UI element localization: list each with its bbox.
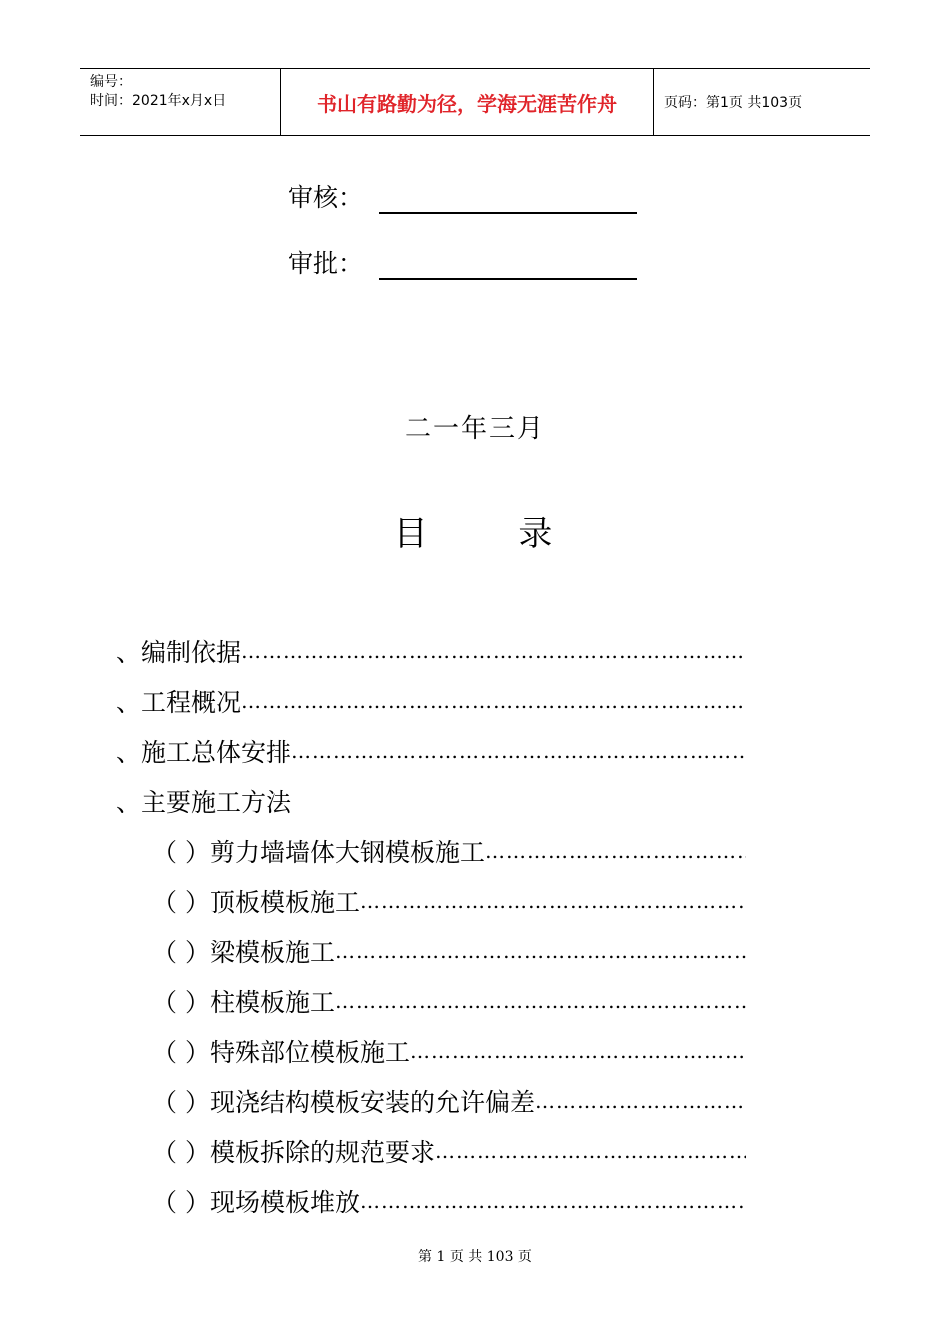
- document-date: 二一年三月: [404, 414, 545, 444]
- page-footer: 第 1 页 共 103 页: [418, 1249, 532, 1265]
- toc-entry[interactable]: [116, 1026, 746, 1076]
- toc-leader-dots: [241, 689, 746, 713]
- toc-entry-label: （ ）现场模板堆放: [152, 1188, 360, 1217]
- toc-entry[interactable]: [116, 726, 746, 776]
- toc-leader-dots: [335, 939, 746, 963]
- header-meta-cell: [80, 69, 281, 135]
- toc-leader-dots: [410, 1039, 746, 1063]
- toc-entry[interactable]: [116, 626, 746, 676]
- toc-entry[interactable]: [116, 876, 746, 926]
- toc-entry[interactable]: [116, 1176, 746, 1226]
- toc-entry-label: （ ）顶板模板施工: [152, 888, 360, 917]
- toc-title: 目 录: [393, 514, 593, 554]
- header-motto: 书山有路勤为径，学海无涯苦作舟: [281, 69, 654, 135]
- toc-entry-label: （ ）特殊部位模板施工: [152, 1038, 410, 1067]
- toc-entry-label: 、施工总体安排: [116, 738, 292, 767]
- page-header: [80, 68, 870, 136]
- toc-entry-label: （ ）柱模板施工: [152, 988, 335, 1017]
- toc-entry[interactable]: [116, 1126, 746, 1176]
- approve-row: [288, 244, 637, 280]
- toc-leader-dots: [360, 889, 746, 913]
- toc-entry-label: 、主要施工方法: [116, 788, 292, 817]
- toc-leader-dots: [360, 1189, 746, 1213]
- review-row: [288, 178, 637, 214]
- toc-entry-label: （ ）梁模板施工: [152, 938, 335, 967]
- toc-entry[interactable]: [116, 776, 746, 826]
- toc-entry-label: （ ）剪力墙墙体大钢模板施工: [152, 838, 485, 867]
- header-page-info: 页码：第1页 共103页: [664, 95, 803, 111]
- toc-leader-dots: [335, 989, 746, 1013]
- table-of-contents: [116, 626, 746, 1226]
- toc-entry[interactable]: [116, 1076, 746, 1126]
- toc-entry[interactable]: [116, 976, 746, 1026]
- toc-entry-label: 、工程概况: [116, 688, 242, 717]
- time-label: 时间：2021年x月x日: [90, 93, 227, 109]
- toc-entry-label: （ ）现浇结构模板安装的允许偏差: [152, 1088, 535, 1117]
- toc-entry-label: （ ）模板拆除的规范要求: [152, 1138, 435, 1167]
- approve-label: 审批：: [288, 249, 364, 278]
- toc-entry[interactable]: [116, 826, 746, 876]
- toc-entry[interactable]: [116, 926, 746, 976]
- toc-leader-dots: [535, 1089, 746, 1113]
- review-signature-line: [379, 184, 637, 214]
- toc-entry-label: 、编制依据: [116, 638, 242, 667]
- review-label: 审核：: [288, 183, 364, 212]
- toc-leader-dots: [435, 1139, 746, 1163]
- approve-signature-line: [379, 250, 637, 280]
- toc-leader-dots: [291, 739, 746, 763]
- toc-entry[interactable]: [116, 676, 746, 726]
- toc-leader-dots: [485, 839, 746, 863]
- number-label: 编号：: [90, 74, 132, 90]
- toc-leader-dots: [241, 639, 746, 663]
